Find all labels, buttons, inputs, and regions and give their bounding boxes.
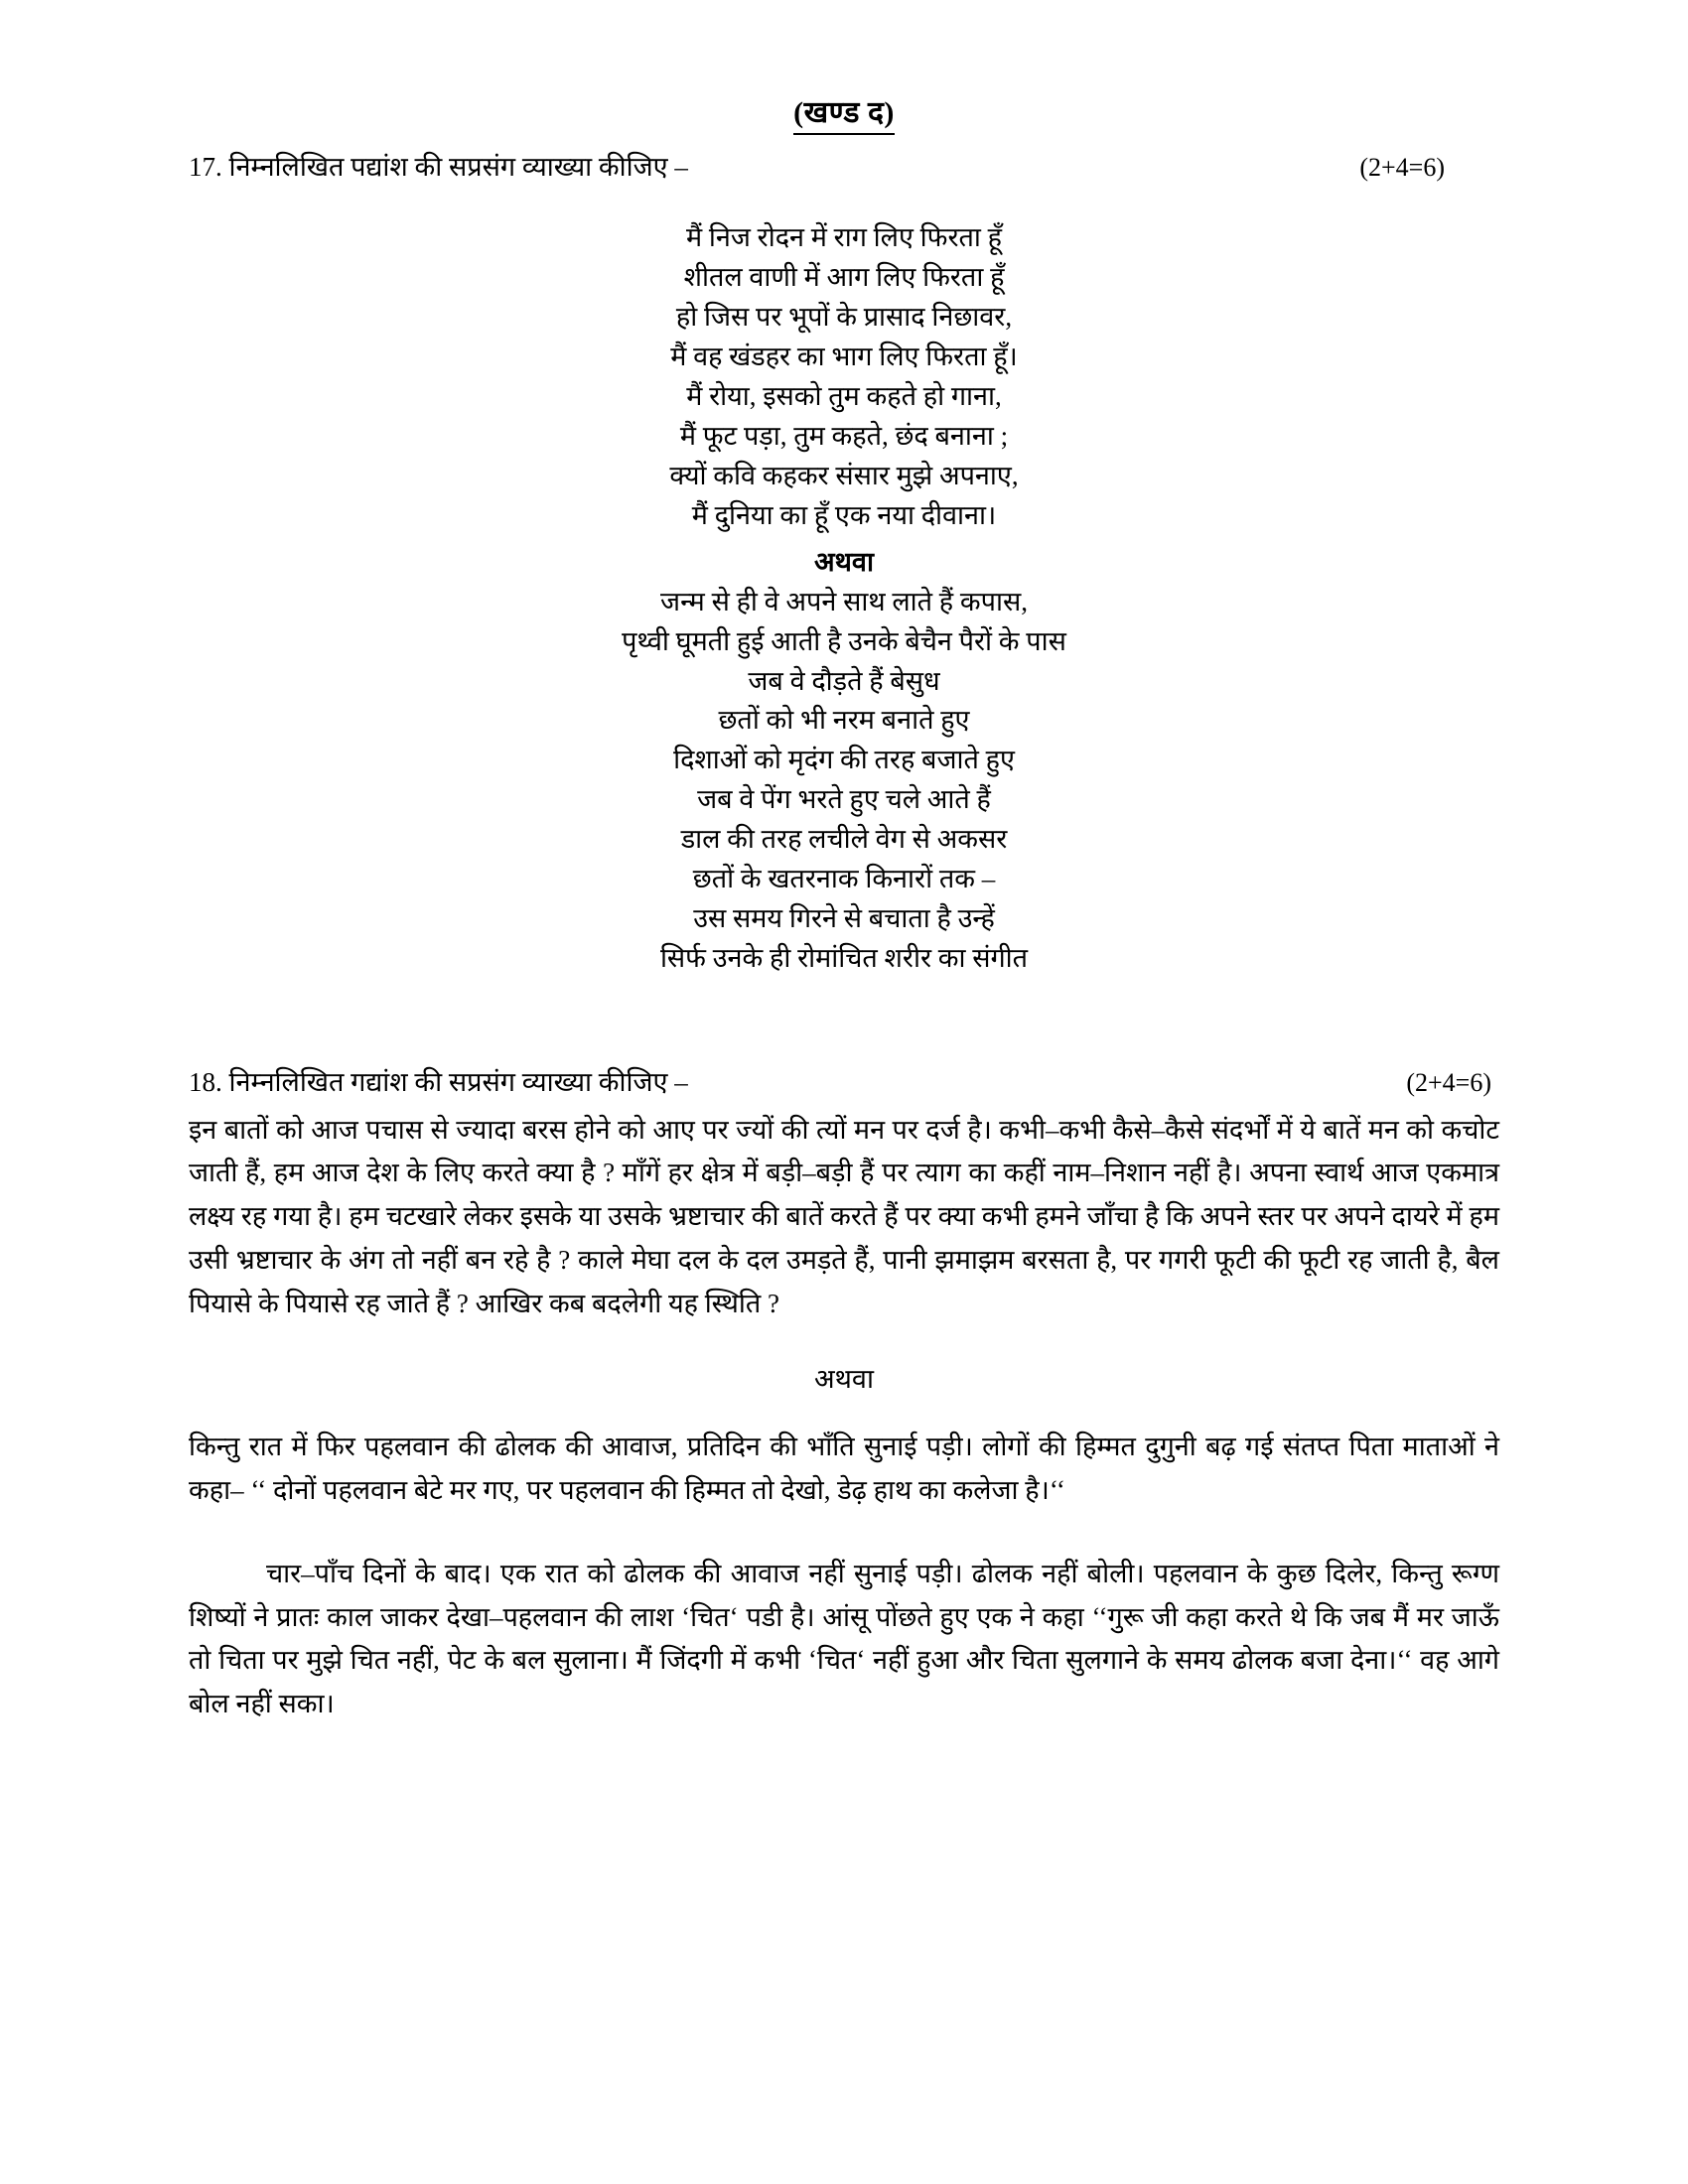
verse-line: छतों को भी नरम बनाते हुए — [718, 705, 970, 736]
verse-line: जब वे पेंग भरते हुए चले आते हैं — [697, 784, 991, 815]
page-content — [189, 0, 1499, 1726]
verse-line: हो जिस पर भूपों के प्रासाद निछावर, — [675, 301, 1013, 332]
verse-line: मैं निज रोदन में राग लिए फिरता हूँ — [686, 222, 1002, 252]
verse-line: शीतल वाणी में आग लिए फिरता हूँ — [683, 261, 1005, 292]
verse-line: मैं रोया, इसको तुम कहते हो गाना, — [686, 380, 1002, 411]
verse-line: क्यों कवि कहकर संसार मुझे अपनाए, — [669, 460, 1019, 490]
section-heading: (खण्ड द) — [793, 94, 895, 135]
question-17-passage-a — [189, 218, 1499, 536]
question-17-text: 17. निम्नलिखित पद्यांश की सप्रसंग व्याख्या कीजिए – — [189, 151, 688, 182]
question-17-header — [189, 147, 1499, 188]
paragraph-gap — [189, 1513, 1499, 1553]
verse-line: छतों के खतरनाक किनारों तक – — [692, 864, 996, 894]
question-17-passage-b — [189, 583, 1499, 980]
verse-line: मैं फूट पड़ा, तुम कहते, छंद बनाना ; — [679, 420, 1009, 451]
verse-line: पृथ्वी घूमती हुई आती है उनके बेचैन पैरों के पास — [622, 625, 1066, 656]
verse-line: सिर्फ उनके ही रोमांचित शरीर का संगीत — [659, 943, 1029, 974]
question-18-alternative-label: अथवा — [814, 1364, 874, 1395]
question-17-alternative-label: अथवा — [814, 546, 874, 577]
prose-paragraph: किन्तु रात में फिर पहलवान की ढोलक की आवाज, प्रतिदिन की भाँति सुनाई पड़ी। लोगों की हिम्मत दुगुनी बढ़ गई संतप्त पिता माताओं ने कहा– ‘‘ दोनों पहलवान बेटे मर गए, पर पहलवान की हिम्मत तो देखो, डेढ़ हाथ का कलेजा है।‘‘ — [189, 1432, 1499, 1506]
prose-paragraph: इन बातों को आज पचास से ज्यादा बरस होने को आए पर ज्यों की त्यों मन पर दर्ज है। कभी–कभी कैसे–कैसे संदर्भों में ये बातें मन को कचोट जाती हैं, हम आज देश के लिए करते क्या है ? माँगें हर क्षेत्र में बड़ी–बड़ी हैं पर त्याग का कहीं नाम–निशान नहीं है। अपना स्वार्थ आज एकमात्र लक्ष्य रह गया है। हम चटखारे लेकर इसके या उसके भ्रष्टाचार की बातें करते हैं पर क्या कभी हमने जाँचा है कि अपने स्तर पर अपने दायरे में हम उसी भ्रष्टाचार के अंग तो नहीं बन रहे है ? काले मेघा दल के दल उमड़ते हैं, पानी झमाझम बरसता है, पर गगरी फूटी की फूटी रह जाती है, बैल पियासे के पियासे रह जाते हैं ? आखिर कब बदलेगी यह स्थिति ? — [189, 1114, 1499, 1318]
question-18-marks: (2+4=6) — [1406, 1068, 1491, 1098]
verse-line: उस समय गिरने से बचाता है उन्हें — [693, 903, 995, 934]
question-18-passage-b — [189, 1426, 1499, 1725]
question-18-text: 18. निम्नलिखित गद्यांश की सप्रसंग व्याख्या कीजिए – — [189, 1067, 688, 1098]
question-18-header — [189, 1062, 1499, 1103]
verse-line: डाल की तरह लचीले वेग से अकसर — [680, 824, 1008, 855]
section-heading-container — [189, 94, 1499, 135]
prose-paragraph: चार–पाँच दिनों के बाद। एक रात को ढोलक की आवाज नहीं सुनाई पड़ी। ढोलक नहीं बोली। पहलवान के कुछ दिलेर, किन्तु रूग्ण शिष्यों ने प्रातः काल जाकर देखा–पहलवान की लाश ‘चित‘ पडी है। आंसू पोंछते हुए एक ने कहा ‘‘गुरू जी कहा करते थे कि जब मैं मर जाऊँ तो चिता पर मुझे चित नहीं, पेट के बल सुलाना। मैं जिंदगी में कभी ‘चित‘ नहीं हुआ और चिता सुलगाने के समय ढोलक बजा देना।‘‘ वह आगे बोल नहीं सका। — [189, 1558, 1499, 1718]
verse-line: मैं दुनिया का हूँ एक नया दीवाना। — [691, 499, 997, 530]
verse-line: दिशाओं को मृदंग की तरह बजाते हुए — [673, 745, 1015, 775]
question-17-marks: (2+4=6) — [1359, 152, 1445, 182]
section-spacer — [189, 979, 1499, 1050]
question-18-passage-a — [189, 1109, 1499, 1326]
verse-line: मैं वह खंडहर का भाग लिए फिरता हूँ। — [670, 341, 1018, 371]
verse-line: जब वे दौड़ते हैं बेसुध — [748, 665, 940, 696]
verse-line: जन्म से ही वे अपने साथ लाते हैं कपास, — [660, 586, 1028, 616]
